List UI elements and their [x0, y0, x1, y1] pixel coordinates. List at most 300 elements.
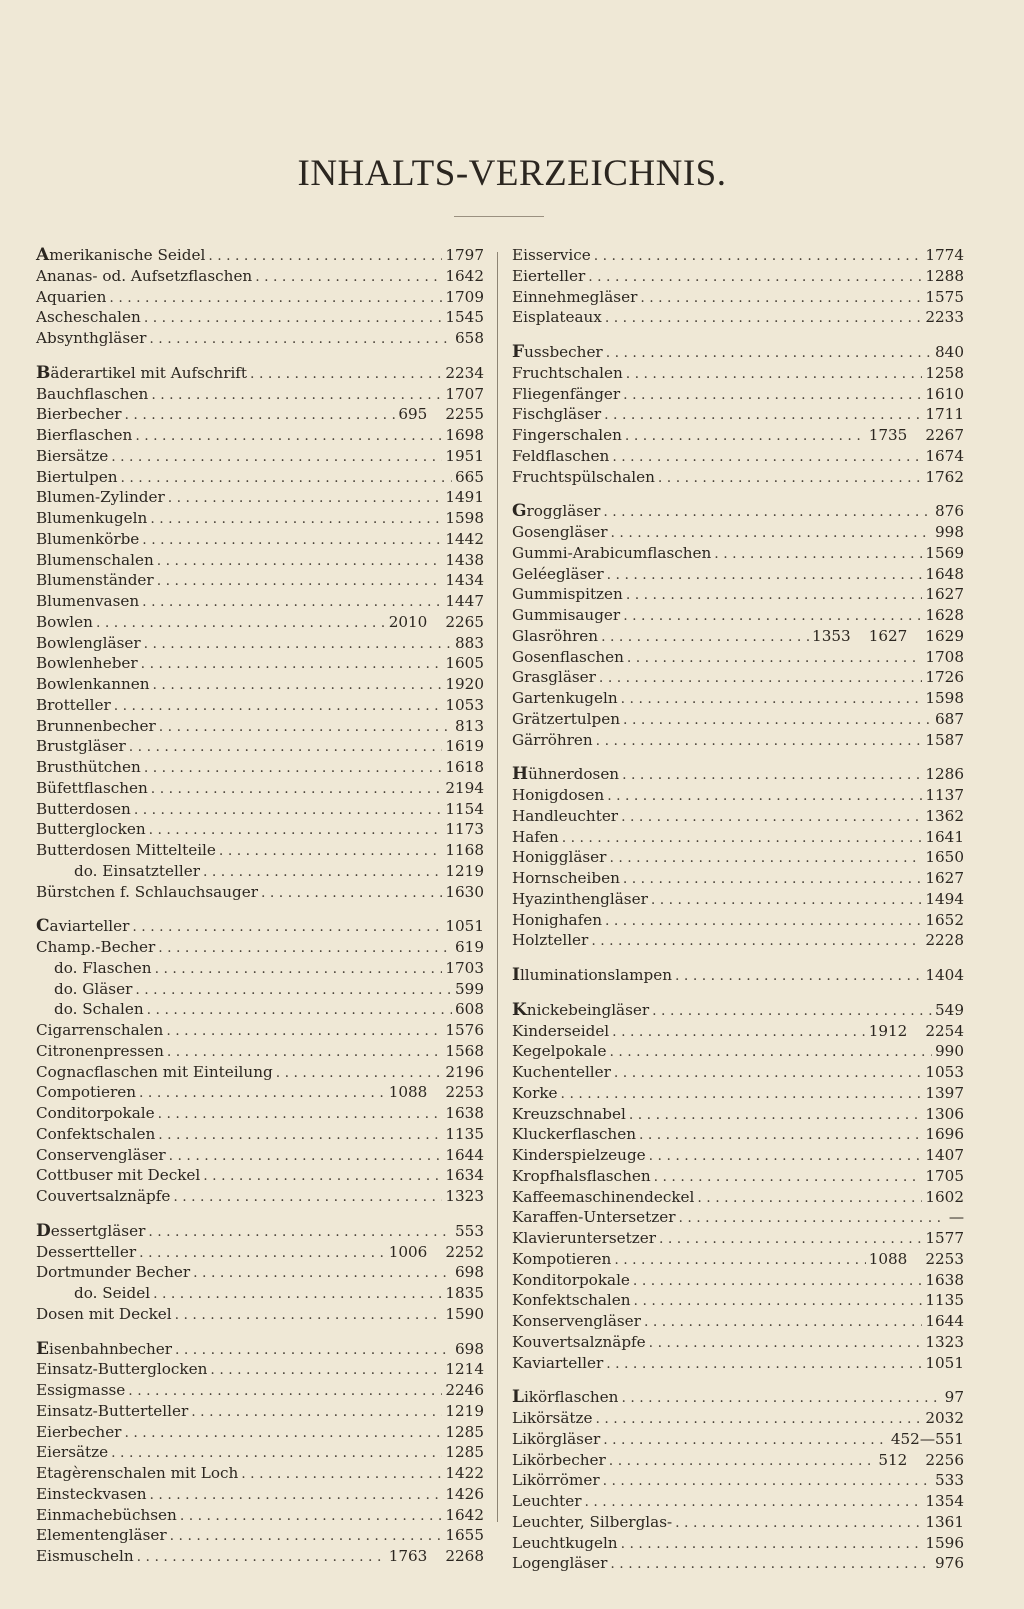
dot-leader: [250, 365, 442, 385]
dot-leader: [203, 863, 442, 883]
entry-numbers: [445, 1526, 484, 1546]
entry-name: Kaffeemaschinendeckel: [512, 1187, 695, 1206]
index-entry: [512, 385, 964, 406]
entry-name: Bierflaschen: [36, 426, 133, 444]
index-entry: [512, 828, 964, 849]
dot-leader: [153, 1285, 442, 1305]
page-number: 658: [455, 329, 484, 347]
entry-numbers: [935, 523, 964, 543]
dot-leader: [607, 787, 922, 807]
index-entry: [512, 890, 964, 911]
index-entry: [36, 405, 484, 426]
entry-name: [36, 1222, 145, 1242]
page-number: 1708: [925, 647, 964, 666]
dot-leader: [158, 1126, 442, 1146]
page-number: 1628: [925, 606, 964, 624]
page-number: 1362: [925, 806, 964, 825]
entry-name: Likörrömer: [512, 1471, 600, 1490]
entry-numbers: [445, 1021, 484, 1041]
entry-numbers: [935, 343, 964, 363]
dot-leader: [626, 365, 923, 385]
entry-name: Champ.-Becher: [36, 938, 156, 956]
dot-leader: [124, 1424, 442, 1444]
dot-leader: [139, 1084, 386, 1104]
entry-name: Citronenpressen: [36, 1041, 164, 1060]
entry-numbers: [925, 1513, 964, 1533]
entry-name: Butterdosen: [36, 799, 131, 818]
entry-name: Einsatz-Butterglocken: [36, 1360, 208, 1379]
entry-numbers: [445, 917, 484, 937]
index-entry: [36, 1340, 484, 1361]
index-entry: [512, 1146, 964, 1167]
entry-numbers: [925, 828, 964, 848]
dot-leader: [675, 967, 922, 987]
index-entry: [36, 1547, 484, 1568]
page-number: 1545: [445, 308, 484, 327]
entry-numbers: [445, 1443, 484, 1463]
index-column-right: [512, 246, 964, 1589]
entry-numbers: [455, 717, 484, 737]
index-entry: [512, 1354, 964, 1375]
page-number: 1442: [445, 529, 484, 548]
dot-leader: [142, 593, 442, 613]
dot-leader: [652, 1002, 932, 1022]
dot-leader: [111, 1444, 442, 1464]
entry-numbers: [445, 696, 484, 716]
index-entry: [512, 1492, 964, 1513]
index-entry: [36, 841, 484, 862]
entry-numbers: [925, 1409, 964, 1429]
dot-leader: [144, 635, 452, 655]
entry-name: Hafen: [512, 827, 559, 846]
dot-leader: [604, 406, 922, 426]
entry-numbers: [445, 1381, 484, 1401]
entry-numbers: [455, 468, 484, 488]
entry-name: Büfettflaschen: [36, 778, 148, 797]
dot-leader: [149, 821, 443, 841]
index-entry: [36, 980, 484, 1001]
page-number: 1323: [925, 1332, 964, 1351]
page-number: 1618: [445, 758, 484, 776]
index-entry: [512, 1430, 964, 1451]
entry-name: Cognacflaschen mit Einteilung: [36, 1062, 273, 1081]
entry-name: [36, 1340, 172, 1360]
entry-name: Butterdosen Mittelteile: [36, 841, 216, 859]
page-number: 1835: [445, 1284, 484, 1302]
index-entry: [36, 1146, 484, 1167]
entry-name: Honigdosen: [512, 786, 605, 804]
index-group: [36, 1340, 484, 1568]
page-number: 2234: [445, 363, 484, 382]
page-number: 1219: [445, 861, 484, 880]
dot-leader: [623, 870, 922, 890]
dot-leader: [128, 1382, 442, 1402]
entry-name: do. Seidel: [74, 1284, 151, 1302]
page-number: 2196: [445, 1062, 484, 1081]
entry-initial: L: [512, 1387, 524, 1408]
title-rule: [454, 216, 544, 217]
dot-leader: [129, 738, 443, 758]
index-entry: [36, 530, 484, 551]
entry-initial: F: [512, 342, 525, 362]
entry-numbers: [455, 1263, 484, 1283]
dot-leader: [609, 849, 922, 869]
entry-numbers: [445, 267, 484, 287]
dot-leader: [623, 386, 922, 406]
page-number: 1404: [925, 966, 964, 984]
entry-numbers: [925, 288, 964, 308]
page-number: 1426: [445, 1484, 484, 1503]
entry-numbers: [925, 606, 964, 626]
dot-leader: [614, 1064, 922, 1084]
dot-leader: [644, 1313, 922, 1333]
index-entry: [512, 606, 964, 627]
dot-leader: [157, 552, 443, 572]
page-number: 1598: [925, 689, 964, 707]
dot-leader: [151, 780, 443, 800]
page-number: 1598: [445, 509, 484, 527]
dot-leader: [125, 406, 396, 426]
dot-leader: [621, 808, 922, 828]
entry-name: Bürstchen f. Schlauchsauger: [36, 882, 258, 901]
entry-name: Gärröhren: [512, 730, 593, 749]
dot-leader: [255, 268, 442, 288]
dot-leader: [144, 759, 443, 779]
dot-leader: [599, 669, 922, 689]
page-number: 2010: [388, 612, 428, 631]
entry-name: Kinderseidel: [512, 1021, 610, 1040]
index-entry: [36, 246, 484, 267]
page-number: 1627: [925, 869, 964, 887]
page-number: 619: [455, 938, 484, 956]
entry-name: Kreuzschnabel: [512, 1104, 626, 1123]
entry-name: Gartenkugeln: [512, 689, 618, 707]
index-entry: [512, 288, 964, 309]
entry-name-rest: ikörflaschen: [523, 1388, 619, 1407]
index-entry: [36, 820, 484, 841]
dot-leader: [191, 1403, 442, 1423]
index-entry: [36, 1021, 484, 1042]
page-number: 1088: [388, 1083, 428, 1102]
index-entry: [512, 1084, 964, 1105]
page-number: 1707: [445, 384, 484, 403]
index-entry: [36, 675, 484, 696]
index-entry: [512, 668, 964, 689]
index-entry: [36, 488, 484, 509]
page-number: 1638: [445, 1104, 484, 1122]
entry-name-rest: merikanische Seidel: [49, 246, 206, 264]
dot-leader: [607, 566, 923, 586]
page-number: 876: [935, 502, 964, 521]
entry-numbers: [925, 267, 964, 287]
index-column-left: [36, 246, 484, 1582]
dot-leader: [622, 766, 922, 786]
entry-numbers: [925, 1146, 964, 1166]
entry-name: Eisservice: [512, 246, 591, 264]
dot-leader: [606, 344, 932, 364]
dot-leader: [175, 1306, 443, 1326]
entry-numbers: [445, 1305, 484, 1325]
entry-numbers: [455, 634, 484, 654]
index-entry: [512, 343, 964, 364]
index-entry: [36, 938, 484, 959]
entry-numbers: [925, 869, 964, 889]
entry-name: Brunnenbecher: [36, 716, 156, 735]
dot-leader: [141, 655, 443, 675]
dot-leader: [627, 649, 922, 669]
index-entry: [512, 585, 964, 606]
page-number: 1774: [925, 246, 964, 264]
index-entry: [512, 502, 964, 523]
page-number: 1285: [445, 1443, 484, 1462]
entry-numbers: [445, 1423, 484, 1443]
entry-name: Couvertsalznäpfe: [36, 1187, 171, 1205]
index-entry: [512, 267, 964, 288]
entry-numbers: [389, 1243, 484, 1263]
index-entry: [512, 1188, 964, 1209]
index-entry: [36, 1243, 484, 1264]
index-entry: [36, 634, 484, 655]
entry-name: do. Schalen: [54, 1000, 144, 1019]
page-number: 2252: [445, 1242, 484, 1261]
page-number: 1602: [925, 1187, 964, 1206]
entry-numbers: [925, 1291, 964, 1311]
dot-leader: [621, 1389, 941, 1409]
entry-name: Blumenvasen: [36, 592, 140, 610]
entry-name: Eierbecher: [36, 1422, 122, 1441]
entry-name: Holzteller: [512, 931, 589, 950]
page-number: 1610: [925, 384, 964, 403]
entry-name: Aquarien: [36, 287, 107, 306]
entry-name: Eismuscheln: [36, 1547, 134, 1565]
dot-leader: [633, 1272, 922, 1292]
page-number: 1219: [445, 1401, 484, 1420]
page-number: 1627: [868, 626, 908, 645]
page-number: 840: [935, 343, 964, 361]
entry-numbers: [925, 807, 964, 827]
page-number: 1912: [868, 1021, 908, 1040]
entry-numbers: [925, 405, 964, 425]
entry-numbers: [445, 1402, 484, 1422]
entry-numbers: [445, 1042, 484, 1062]
dot-leader: [606, 1355, 922, 1375]
index-entry: [36, 1485, 484, 1506]
dot-leader: [142, 531, 442, 551]
entry-numbers: [878, 1451, 964, 1471]
index-entry: [512, 648, 964, 669]
entry-name-rest: aviarteller: [49, 917, 130, 936]
entry-name: Compotieren: [36, 1083, 137, 1102]
entry-name: [512, 765, 619, 785]
entry-name: Likörbecher: [512, 1450, 606, 1469]
index-entry: [512, 447, 964, 468]
dot-leader: [158, 939, 452, 959]
page-number: 2267: [925, 426, 964, 444]
page-number: 1920: [445, 675, 484, 693]
index-entry: [36, 509, 484, 530]
page-number: 1577: [925, 1229, 964, 1247]
page-number: 1286: [925, 765, 964, 784]
entry-numbers: [935, 710, 964, 730]
dot-leader: [135, 981, 452, 1001]
entry-name-rest: ühnerdosen: [528, 765, 620, 784]
page-number: 1323: [445, 1187, 484, 1205]
entry-name: Elementengläser: [36, 1526, 167, 1545]
index-entry: [36, 551, 484, 572]
dot-leader: [623, 711, 932, 731]
page-number: 1407: [925, 1146, 964, 1164]
entry-numbers: [891, 1430, 964, 1450]
index-entry: [36, 654, 484, 675]
index-entry: [512, 1105, 964, 1126]
entry-name: [512, 343, 603, 363]
entry-numbers: [389, 1083, 484, 1103]
dot-leader: [625, 427, 866, 447]
entry-initial: D: [36, 1220, 51, 1241]
dot-leader: [175, 1341, 452, 1361]
entry-name: Kinderspielzeuge: [512, 1146, 646, 1164]
page-number: 1642: [445, 1505, 484, 1524]
entry-name-rest: isenbahnbecher: [48, 1339, 172, 1358]
dot-leader: [150, 510, 442, 530]
page-number: 1051: [925, 1353, 964, 1372]
dot-leader: [603, 503, 932, 523]
dot-leader: [591, 932, 922, 952]
index-entry: [36, 1263, 484, 1284]
entry-name: Confektschalen: [36, 1124, 156, 1143]
index-entry: [36, 592, 484, 613]
dot-leader: [132, 918, 442, 938]
page-number: 452—551: [890, 1429, 964, 1448]
entry-name: Bowlen: [36, 612, 93, 631]
page-number: 665: [455, 467, 484, 486]
page-number: 2228: [925, 931, 964, 950]
index-entry: [36, 1381, 484, 1402]
page-number: 1644: [445, 1145, 484, 1164]
index-entry: [512, 1229, 964, 1250]
entry-numbers: [869, 1022, 964, 1042]
dot-leader: [623, 607, 922, 627]
index-group: [36, 1222, 484, 1326]
index-entry: [512, 1042, 964, 1063]
entry-numbers: [925, 1105, 964, 1125]
index-group: [512, 966, 964, 987]
index-entry: [36, 329, 484, 350]
entry-numbers: [445, 1485, 484, 1505]
dot-leader: [167, 1043, 442, 1063]
index-entry: [36, 571, 484, 592]
entry-name: Kuchenteller: [512, 1063, 611, 1081]
entry-name: Kompotieren: [512, 1249, 612, 1268]
index-group: [36, 364, 484, 904]
entry-numbers: [445, 862, 484, 882]
page-number: 1674: [925, 446, 964, 465]
page-number: 695: [398, 405, 428, 424]
entry-name: do. Einsatzteller: [74, 861, 200, 880]
page-number: 1709: [445, 287, 484, 306]
column-divider: [497, 252, 498, 1522]
page-number: 1642: [445, 266, 484, 285]
entry-numbers: [445, 675, 484, 695]
entry-name: Likörsätze: [512, 1409, 593, 1427]
entry-name: Gummispitzen: [512, 585, 623, 604]
entry-name: Blumenkörbe: [36, 529, 140, 548]
entry-name: Grasgläser: [512, 668, 596, 687]
dot-leader: [170, 1527, 443, 1547]
entry-name-rest: äderartikel mit Aufschrift: [50, 363, 248, 382]
entry-name: [36, 364, 247, 384]
entry-numbers: [925, 786, 964, 806]
entry-numbers: [925, 911, 964, 931]
entry-numbers: [925, 1354, 964, 1374]
index-entry: [36, 862, 484, 883]
entry-numbers: [925, 731, 964, 751]
dot-leader: [611, 524, 932, 544]
entry-name: Eiersätze: [36, 1443, 109, 1462]
entry-name: Einsteckvasen: [36, 1484, 147, 1503]
page-number: 1634: [445, 1166, 484, 1185]
dot-leader: [649, 1147, 923, 1167]
entry-name: Brustgläser: [36, 737, 126, 756]
dot-leader: [149, 330, 452, 350]
entry-name: Einnehmegläser: [512, 287, 638, 306]
index-entry: [36, 696, 484, 717]
dot-leader: [678, 1209, 945, 1229]
entry-numbers: [445, 820, 484, 840]
entry-name: Brotteller: [36, 695, 111, 714]
dot-leader: [626, 586, 923, 606]
entry-name: Ascheschalen: [36, 308, 141, 327]
page-number: 1494: [925, 889, 964, 908]
index-entry: [512, 1167, 964, 1188]
dot-leader: [621, 1535, 923, 1555]
page-number: 1630: [445, 882, 484, 901]
entry-name: Konditorpokale: [512, 1270, 630, 1289]
entry-initial: K: [512, 999, 527, 1020]
page-number: 2246: [445, 1381, 484, 1399]
entry-numbers: [925, 1492, 964, 1512]
entry-name: [512, 966, 672, 986]
entry-numbers: [445, 447, 484, 467]
page-number: 1568: [445, 1041, 484, 1060]
page-number: 698: [455, 1339, 484, 1358]
entry-name: Einmachebüchsen: [36, 1505, 177, 1524]
entry-name: Feldflaschen: [512, 446, 610, 465]
entry-numbers: [445, 1360, 484, 1380]
index-entry: [512, 1451, 964, 1472]
page-number: 599: [455, 979, 484, 998]
index-entry: [36, 308, 484, 329]
dot-leader: [109, 289, 442, 309]
index-entry: [512, 807, 964, 828]
entry-name: [512, 1388, 618, 1408]
index-entry: [512, 731, 964, 752]
index-entry: [512, 1554, 964, 1575]
entry-numbers: [812, 627, 964, 647]
entry-numbers: [925, 1534, 964, 1554]
entry-numbers: [925, 1167, 964, 1187]
index-entry: [36, 1042, 484, 1063]
dot-leader: [697, 1189, 922, 1209]
entry-numbers: [925, 308, 964, 328]
entry-name: Bierbecher: [36, 405, 122, 424]
entry-numbers: [445, 1187, 484, 1207]
index-entry: [36, 1305, 484, 1326]
dot-leader: [180, 1507, 443, 1527]
page-number: 1361: [925, 1512, 964, 1531]
dot-leader: [596, 732, 923, 752]
dot-leader: [562, 829, 923, 849]
